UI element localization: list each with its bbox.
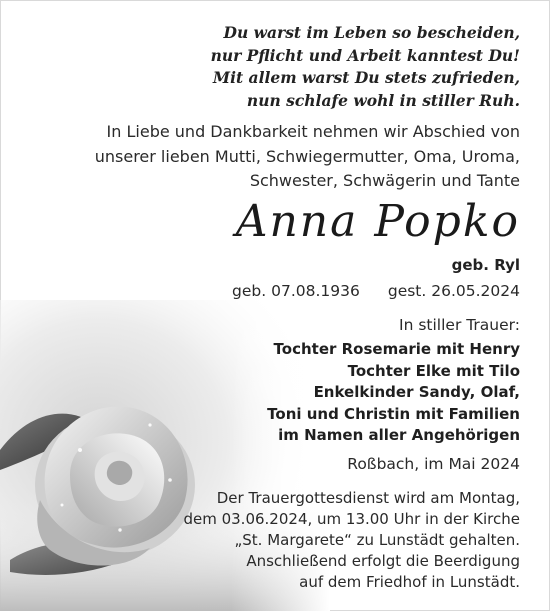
mourner-line: im Namen aller Angehörigen <box>278 426 520 444</box>
poem-line: Mit allem warst Du stets zufrieden, <box>212 68 520 87</box>
service-line: dem 03.06.2024, um 13.00 Uhr in der Kirche <box>183 510 520 528</box>
mourning-label: In stiller Trauer: <box>399 316 520 334</box>
poem-line: Du warst im Leben so bescheiden, <box>223 23 520 42</box>
mourner-line: Tochter Elke mit Tilo <box>347 361 520 380</box>
death-date: gest. 26.05.2024 <box>387 282 520 300</box>
service-line: „St. Margarete“ zu Lunstädt gehalten. <box>234 531 520 549</box>
intro-line: Schwester, Schwägerin und Tante <box>249 171 520 190</box>
intro-line: unserer lieben Mutti, Schwiegermutter, Oma, Uroma, <box>94 146 520 166</box>
intro-text <box>20 120 520 194</box>
mourner-line: Tochter Rosemarie mit Henry <box>273 340 520 358</box>
mourner-line: Enkelkinder Sandy, Olaf, <box>313 383 520 401</box>
service-line: Anschließend erfolgt die Beerdigung <box>246 552 520 570</box>
birth-date: geb. 07.08.1936 <box>232 282 360 300</box>
mourner-line: Toni und Christin mit Familien <box>267 404 520 423</box>
service-line: auf dem Friedhof in Lunstädt. <box>299 573 520 591</box>
poem-line: nur Pflicht und Arbeit kanntest Du! <box>210 45 520 65</box>
intro-line: In Liebe und Dankbarkeit nehmen wir Abschied von <box>106 122 520 141</box>
life-dates <box>100 282 520 300</box>
place-date: Roßbach, im Mai 2024 <box>347 455 520 473</box>
birth-name: geb. Ryl <box>451 256 520 274</box>
mourners-list <box>200 339 520 447</box>
service-info <box>120 488 520 593</box>
poem-line: nun schlafe wohl in stiller Ruh. <box>246 90 520 110</box>
poem <box>40 22 520 112</box>
deceased-name: Anna Popko <box>235 196 520 247</box>
service-line: Der Trauergottesdienst wird am Montag, <box>216 489 520 507</box>
